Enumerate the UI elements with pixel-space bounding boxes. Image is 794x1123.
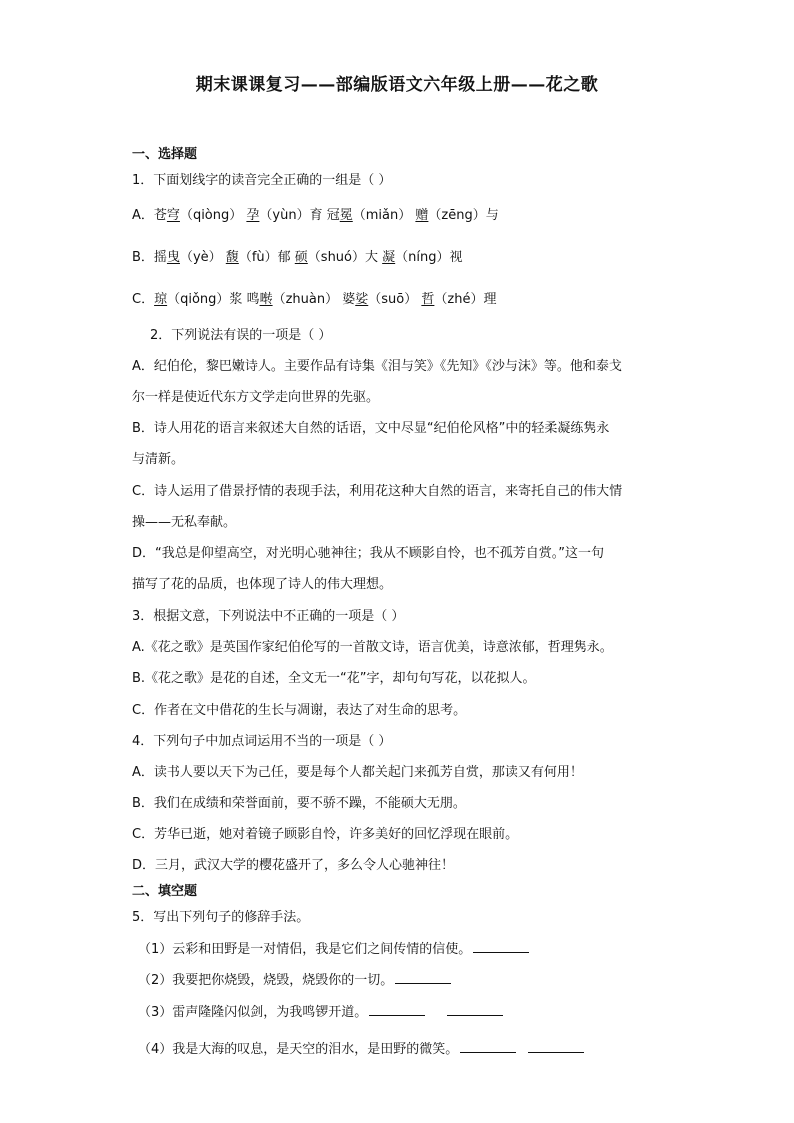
section-heading-fill: 二、填空题 xyxy=(132,884,198,899)
question-1-stem: 1．下面划线字的读音完全正确的一组是（ ） xyxy=(132,173,392,188)
question-3-option-a: A.《花之歌》是英国作家纪伯伦写的一首散文诗，语言优美，诗意浓郁，哲理隽永。 xyxy=(132,640,613,655)
pinyin-item: 凝（níng）视 xyxy=(382,250,463,265)
pinyin-item: 鸣啭（zhuàn） xyxy=(246,292,339,307)
pinyin-item: 冠冕（miǎn） xyxy=(326,208,412,223)
page-title: 期末课课复习——部编版语文六年级上册——花之歌 xyxy=(195,75,599,95)
answer-blank[interactable] xyxy=(395,971,451,984)
question-5-stem: 5．写出下列句子的修辞手法。 xyxy=(132,910,310,925)
option-label: A． xyxy=(132,208,154,223)
question-2-option-d-line2: 描写了花的品质，也体现了诗人的伟大理想。 xyxy=(132,577,393,592)
pinyin-item: 赠（zēng）与 xyxy=(415,208,499,223)
question-2-option-c-line2: 操——无私奉献。 xyxy=(132,515,237,530)
question-2-stem: 2．下列说法有误的一项是（ ） xyxy=(150,328,332,343)
pinyin-item: 馥（fù）郁 xyxy=(225,250,291,265)
answer-blank[interactable] xyxy=(447,1003,503,1016)
answer-blank[interactable] xyxy=(528,1040,584,1053)
question-2-option-a-line1: A．纪伯伦，黎巴嫩诗人。主要作品有诗集《泪与笑》《先知》《沙与沫》等。他和泰戈 xyxy=(132,359,622,374)
pinyin-item: 哲（zhé）理 xyxy=(421,292,497,307)
question-2-option-b-line2: 与清新。 xyxy=(132,452,185,467)
pinyin-item: 硕（shuó）大 xyxy=(294,250,379,265)
section-heading-choice: 一、选择题 xyxy=(132,147,198,162)
pinyin-item: 苍穹（qiòng） xyxy=(153,208,243,223)
question-4-option-b: B．我们在成绩和荣誉面前，要不骄不躁，不能硕大无朋。 xyxy=(132,796,466,811)
pinyin-item: 婆娑（suō） xyxy=(342,292,418,307)
question-1-option-c xyxy=(132,291,496,309)
question-4-stem: 4．下列句子中加点词运用不当的一项是（ ） xyxy=(132,734,392,749)
question-2-option-b-line1: B．诗人用花的语言来叙述大自然的话语，文中尽显“纪伯伦风格”中的轻柔凝练隽永 xyxy=(132,421,610,436)
question-3-option-c: C．作者在文中借花的生长与凋谢，表达了对生命的思考。 xyxy=(132,703,467,718)
pinyin-item: 摇曳（yè） xyxy=(153,250,222,265)
question-4-option-a: A．读书人要以天下为己任，要是每个人都关起门来孤芳自赏，那读又有何用！ xyxy=(132,765,583,780)
answer-blank[interactable] xyxy=(460,1040,516,1053)
pinyin-item: 孕（yùn）育 xyxy=(246,208,323,223)
question-4-option-c: C．芳华已逝，她对着镜子顾影自怜，许多美好的回忆浮现在眼前。 xyxy=(132,827,519,842)
question-2-option-c-line1: C．诗人运用了借景抒情的表现手法，利用花这种大自然的语言，来寄托自己的伟大情 xyxy=(132,484,623,499)
option-label: B． xyxy=(132,250,154,265)
question-1-option-b xyxy=(132,249,463,267)
question-2-option-d-line1: D．“我总是仰望高空，对光明心驰神往；我从不顾影自怜，也不孤芳自赏。”这一句 xyxy=(132,546,604,561)
option-label: C． xyxy=(132,292,155,307)
question-1-option-a xyxy=(132,207,499,225)
question-5-sentence-4: （4）我是大海的叹息，是天空的泪水，是田野的微笑。 xyxy=(138,1040,584,1059)
question-4-option-d: D．三月，武汉大学的樱花盛开了，多么令人心驰神往！ xyxy=(132,858,455,873)
question-3-option-b: B.《花之歌》是花的自述，全文无一“花”字，却句句写花，以花拟人。 xyxy=(132,671,536,686)
question-5-sentence-1: （1）云彩和田野是一对情侣，我是它们之间传情的信使。 xyxy=(138,940,529,959)
question-2-option-a-line2: 尔一样是使近代东方文学走向世界的先驱。 xyxy=(132,390,380,405)
question-5-sentence-3: （3）雷声隆隆闪似剑，为我鸣锣开道。 xyxy=(138,1003,503,1022)
question-3-stem: 3．根据文意，下列说法中不正确的一项是（ ） xyxy=(132,609,405,624)
answer-blank[interactable] xyxy=(473,940,529,953)
question-5-sentence-2: （2）我要把你烧毁，烧毁，烧毁你的一切。 xyxy=(138,971,451,990)
pinyin-item: 琼（qiǒng）浆 xyxy=(154,292,243,307)
answer-blank[interactable] xyxy=(369,1003,425,1016)
